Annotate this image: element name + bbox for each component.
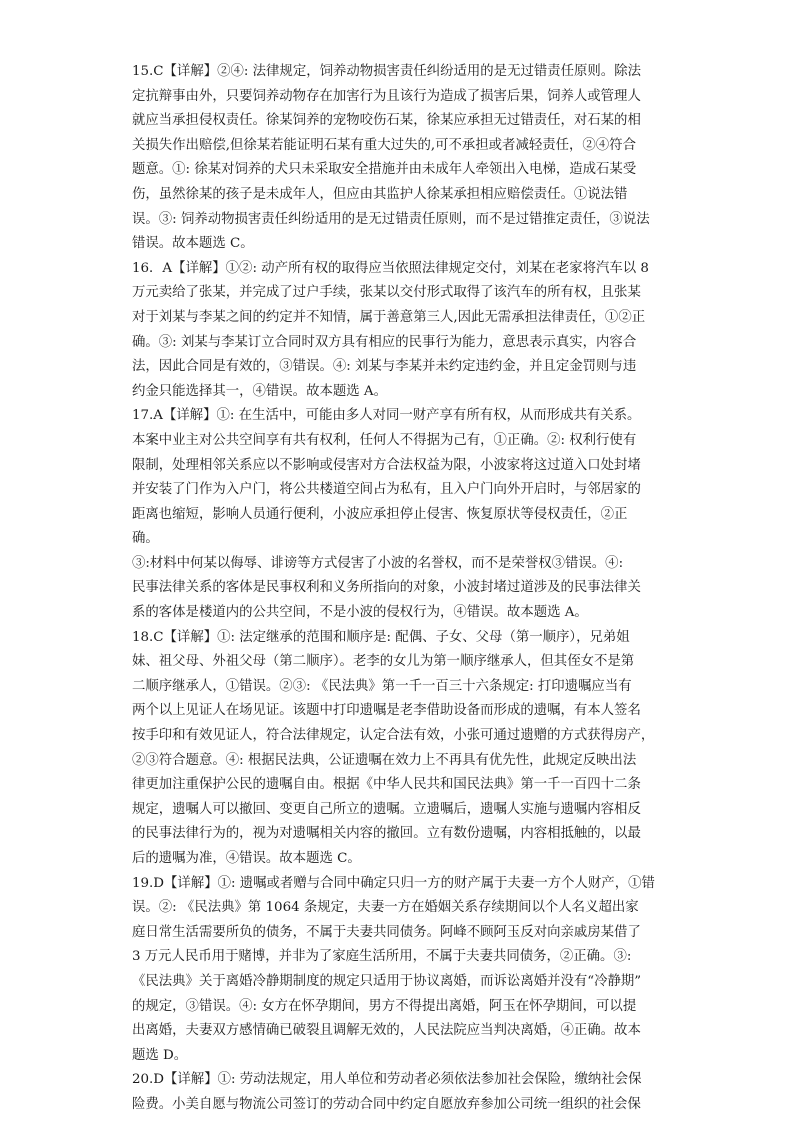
answer-text-line: 险费。小美自愿与物流公司签订的劳动合同中约定自愿放弃参加公司统一组织的社会保 bbox=[132, 1096, 641, 1112]
answer-text-line: 误。②: 《民法典》第 1064 条规定，夫妻一方在婚姻关系存续期间以个人名义超出家 bbox=[132, 900, 639, 916]
answer-text-line: 民事法律关系的客体是民事权利和义务所指向的对象，小波封堵过道涉及的民事法律关 bbox=[132, 580, 641, 596]
answer-text-line: 18.C【详解】①: 法定继承的范围和顺序是: 配偶、子女、父母（第一顺序），兄弟姐 bbox=[132, 629, 630, 645]
answer-text-line: 按手印和有效见证人，符合法律规定，认定合法有效，小张可通过遗赠的方式获得房产， bbox=[132, 728, 655, 744]
answer-text-line: 距离也缩短，影响人员通行便利，小波应承担停止侵害、恢复原状等侵权责任，②正 bbox=[132, 506, 628, 522]
answer-text-line: 20.D【详解】①: 劳动法规定，用人单位和劳动者必须依法参加社会保险，缴纳社会保 bbox=[132, 1072, 642, 1088]
answer-q15 bbox=[132, 60, 666, 257]
answer-q19 bbox=[132, 872, 666, 1069]
answer-text-line: 定抗辩事由外，只要饲养动物存在加害行为且该行为造成了损害后果，饲养人或管理人 bbox=[132, 88, 641, 104]
answer-text-line: 关损失作出赔偿,但徐某若能证明石某有重大过失的,可不承担或者减轻责任，②④符合 bbox=[132, 137, 636, 153]
answer-text-line: 错误。故本题选 C。 bbox=[132, 236, 254, 252]
answer-text-line: 法，因此合同是有效的，③错误。④: 刘某与李某并未约定违约金，并且定金罚则与违 bbox=[132, 359, 637, 375]
answer-text-line: 并安装了门作为入户门，将公共楼道空间占为私有，且入户门向外开启时，与邻居家的 bbox=[132, 482, 641, 498]
answer-text-line: 的规定，③错误。④: 女方在怀孕期间，男方不得提出离婚，阿玉在怀孕期间，可以提 bbox=[132, 998, 637, 1014]
answer-text-line: 19.D【详解】①: 遗嘱或者赠与合同中确定只归一方的财产属于夫妻一方个人财产，①错 bbox=[132, 875, 655, 891]
answer-text-line: 3 万元人民币用于赌博，并非为了家庭生活所用，不属于夫妻共同债务，②正确。③: bbox=[132, 949, 632, 965]
answer-text-line: ③:材料中何某以侮辱、诽谤等方式侵害了小波的名誉权，而不是荣誉权③错误。④: bbox=[132, 555, 624, 571]
answer-text-line: 对于刘某与李某之间的约定并不知情，属于善意第三人,因此无需承担法律责任，①②正 bbox=[132, 309, 646, 325]
answer-text-line: 确。③: 刘某与李某订立合同时双方具有相应的民事行为能力，意思表示真实，内容合 bbox=[132, 334, 637, 350]
answer-text-line: 题选 D。 bbox=[132, 1047, 188, 1063]
answer-q17 bbox=[132, 404, 666, 625]
answer-text-line: 规定，遗嘱人可以撤回、变更自己所立的遗嘱。立遗嘱后，遗嘱人实施与遗嘱内容相反 bbox=[132, 801, 641, 817]
answer-text-line: 确。 bbox=[132, 531, 159, 547]
answer-text-line: 庭日常生活需要所负的债务，不属于夫妻共同债务。阿峰不顾阿玉反对向亲戚房某借了 bbox=[132, 924, 641, 940]
answer-text-line: 《民法典》关于离婚冷静期制度的规定只适用于协议离婚，而诉讼离婚并没有“冷静期” bbox=[132, 973, 642, 989]
answer-text-line: 17.A【详解】①: 在生活中，可能由多人对同一财产享有所有权，从而形成共有关系。 bbox=[132, 408, 641, 424]
answer-text-line: 万元卖给了张某，并完成了过户手续，张某以交付形式取得了该汽车的所有权，且张某 bbox=[132, 285, 641, 301]
answer-text-line: 出离婚，夫妻双方感情确已破裂且调解无效的，人民法院应当判决离婚，④正确。故本 bbox=[132, 1023, 641, 1039]
answer-q20 bbox=[132, 1068, 666, 1117]
answer-text-line: 题意。①: 徐某对饲养的犬只未采取安全措施并由未成年人牵领出入电梯，造成石某受 bbox=[132, 162, 637, 178]
answer-q16 bbox=[132, 257, 666, 405]
answer-text-line: 系的客体是楼道内的公共空间，不是小波的侵权行为，④错误。故本题选 A。 bbox=[132, 605, 588, 621]
answer-text-line: 本案中业主对公共空间享有共有权利，任何人不得据为己有，①正确。②: 权利行使有 bbox=[132, 432, 637, 448]
answer-text-line: 误。③: 饲养动物损害责任纠纷适用的是无过错责任原则，而不是过错推定责任，③说法 bbox=[132, 211, 650, 227]
answer-text-line: 就应当承担侵权责任。徐某饲养的宠物咬伤石某，徐某应承担无过错责任，对石某的相 bbox=[132, 113, 641, 129]
answer-text-line: 15.C【详解】②④: 法律规定，饲养动物损害责任纠纷适用的是无过错责任原则。除法 bbox=[132, 64, 641, 79]
answer-text-line: 两个以上见证人在场见证。该题中打印遗嘱是老李借助设备而形成的遗嘱，有本人签名 bbox=[132, 703, 641, 719]
answer-text-line: 限制，处理相邻关系应以不影响或侵害对方合法权益为限，小波家将这过道入口处封堵 bbox=[132, 457, 641, 473]
answer-text-line: 律更加注重保护公民的遗嘱自由。根据《中华人民共和国民法典》第一千一百四十二条 bbox=[132, 777, 641, 793]
answer-text-line: 二顺序继承人，①错误。②③: 《民法典》第一千一百三十六条规定: 打印遗嘱应当有 bbox=[132, 678, 632, 694]
answer-text-line: 的民事法律行为的，视为对遗嘱相关内容的撤回。立有数份遗嘱，内容相抵触的，以最 bbox=[132, 826, 641, 842]
answer-text-line: 16．A【详解】①②: 动产所有权的取得应当依照法律规定交付，刘某在老家将汽车以 8 bbox=[132, 260, 649, 276]
answer-text-line: ②③符合题意。④: 根据民法典，公证遗嘱在效力上不再具有优先性，此规定反映出法 bbox=[132, 752, 637, 768]
answer-text-line: 约金只能选择其一，④错误。故本题选 A。 bbox=[132, 383, 387, 399]
answer-text-line: 伤，虽然徐某的孩子是未成年人，但应由其监护人徐某承担相应赔偿责任。①说法错 bbox=[132, 186, 628, 202]
answer-text-line: 后的遗嘱为准，④错误。故本题选 C。 bbox=[132, 851, 361, 866]
answer-q18 bbox=[132, 626, 666, 872]
answer-explanation-page bbox=[132, 60, 666, 1118]
answer-text-line: 妹、祖父母、外祖父母（第二顺序）。老李的女儿为第一顺序继承人，但其侄女不是第 bbox=[132, 654, 635, 670]
